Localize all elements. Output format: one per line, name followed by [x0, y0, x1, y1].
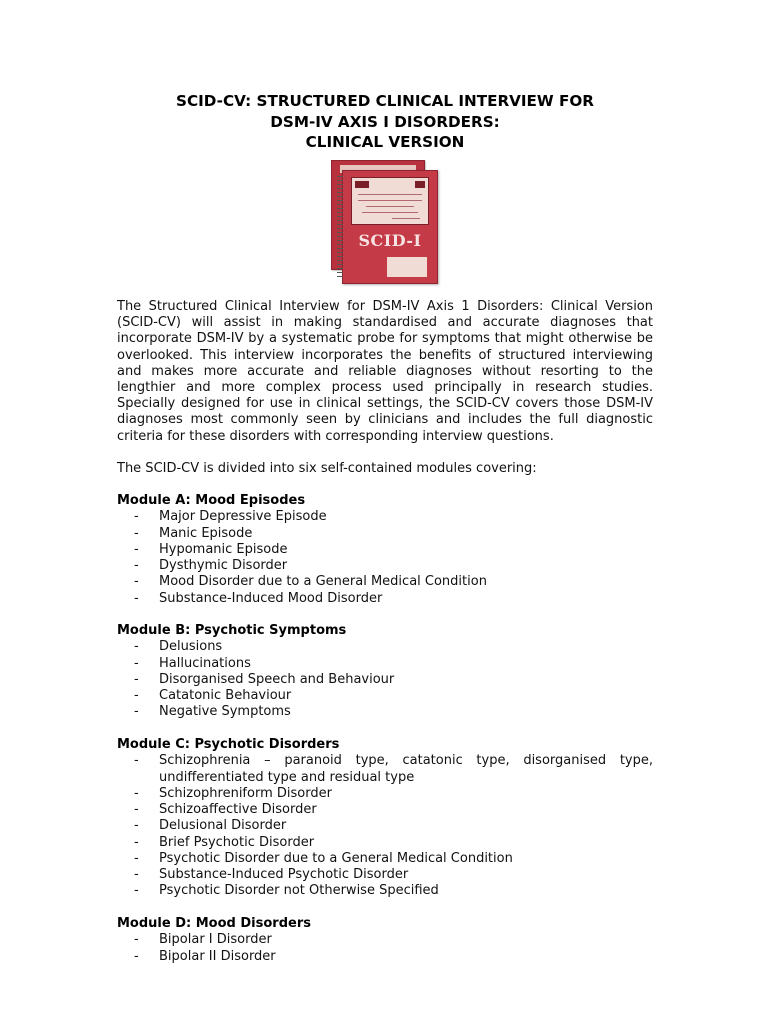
list-item [117, 818, 653, 834]
list-item [117, 949, 653, 965]
modules-intro-sentence: The SCID-CV is divided into six self-contained modules covering: [117, 461, 537, 476]
list-item [117, 639, 653, 655]
list-item [117, 851, 653, 867]
bullet-dash: - [134, 671, 139, 687]
list-item-text: Delusions [159, 639, 223, 655]
document-title [0, 91, 770, 153]
bullet-dash: - [134, 850, 139, 866]
bullet-dash: - [134, 655, 139, 671]
module-d [117, 916, 653, 965]
list-item-text: Bipolar II Disorder [159, 948, 276, 964]
intro-line: (SCID-CV) will assist in making standardised and accurate diagnoses that [117, 315, 653, 331]
list-item [117, 558, 653, 574]
intro-line: The Structured Clinical Interview for DSM-IV Axis 1 Disorders: Clinical Version [117, 299, 653, 314]
list-item [117, 883, 653, 899]
list-item-text: Substance-Induced Psychotic Disorder [159, 867, 409, 882]
list-item-text: Brief Psychotic Disorder [159, 834, 315, 850]
module-b [117, 623, 653, 721]
module-heading: Module C: Psychotic Disorders [117, 737, 340, 752]
list-item [117, 753, 653, 769]
book-cover-image [331, 160, 437, 284]
list-item [117, 688, 653, 704]
bullet-dash: - [134, 867, 139, 882]
bullet-dash: - [134, 590, 139, 606]
list-item-continuation [117, 770, 653, 786]
list-item-text: Mood Disorder due to a General Medical Condition [159, 574, 487, 590]
list-item-text: Bipolar I Disorder [159, 932, 272, 948]
list-item [117, 542, 653, 558]
bullet-dash: - [134, 688, 139, 703]
bullet-dash: - [134, 785, 139, 801]
list-item-text: Catatonic Behaviour [159, 688, 292, 703]
title-line-2: DSM-IV AXIS I DISORDERS: [270, 112, 500, 131]
bullet-dash: - [134, 948, 139, 964]
title-line-3: CLINICAL VERSION [305, 133, 465, 151]
bullet-dash: - [134, 818, 139, 834]
intro-line: incorporate DSM-IV by a systematic probe for symptoms that might otherwise be [117, 331, 653, 347]
list-item-text: Negative Symptoms [159, 704, 291, 720]
list-item-text: undifferentiated type and residual type [159, 769, 415, 785]
bullet-dash: - [134, 834, 139, 850]
module-a [117, 493, 653, 607]
list-item-text: Major Depressive Episode [159, 509, 327, 525]
list-item-text: Schizophrenia – paranoid type, catatonic type, disorganised type, [159, 753, 653, 769]
intro-line: diagnoses most commonly seen by clinicians and includes the full diagnostic [117, 412, 653, 428]
intro-line: and makes more accurate and reliable diagnoses without resorting to the [117, 363, 653, 379]
bullet-dash: - [134, 883, 139, 899]
list-item [117, 835, 653, 851]
title-line-1: SCID-CV: STRUCTURED CLINICAL INTERVIEW FOR [176, 92, 594, 110]
list-item-text: Disorganised Speech and Behaviour [159, 671, 395, 687]
list-item [117, 574, 653, 590]
list-item-text: Delusional Disorder [159, 818, 287, 834]
module-heading: Module A: Mood Episodes [117, 493, 306, 508]
list-item-text: Substance-Induced Mood Disorder [159, 590, 383, 606]
intro-line: overlooked. This interview incorporates the benefits of structured interviewing [117, 347, 653, 363]
list-item [117, 932, 653, 948]
bullet-dash: - [134, 704, 139, 720]
module-heading: Module B: Psychotic Symptoms [117, 623, 347, 638]
bullet-dash: - [134, 932, 139, 948]
list-item-text: Hypomanic Episode [159, 541, 288, 557]
bullet-dash: - [134, 574, 139, 590]
bullet-dash: - [134, 558, 139, 573]
list-item-text: Psychotic Disorder not Otherwise Specified [159, 883, 439, 899]
spiral-binding [337, 176, 343, 280]
list-item-text: Schizoaffective Disorder [159, 802, 317, 817]
list-item [117, 704, 653, 720]
book-cover-front [342, 170, 438, 284]
list-item-text: Hallucinations [159, 655, 251, 671]
bullet-dash: - [134, 753, 139, 769]
list-item [117, 786, 653, 802]
bullet-dash: - [134, 509, 139, 525]
list-item [117, 509, 653, 525]
list-item-text: Psychotic Disorder due to a General Medical Condition [159, 850, 513, 866]
list-item [117, 526, 653, 542]
module-c [117, 737, 653, 900]
list-item [117, 656, 653, 672]
list-item [117, 591, 653, 607]
intro-paragraph [117, 299, 653, 445]
list-item-text: Manic Episode [159, 525, 253, 541]
bullet-dash: - [134, 525, 139, 541]
intro-line: Specially designed for use in clinical settings, the SCID-CV covers those DSM-IV [117, 396, 653, 412]
list-item [117, 802, 653, 818]
bullet-dash: - [134, 802, 139, 817]
list-item [117, 867, 653, 883]
bullet-dash: - [134, 639, 139, 655]
intro-line: criteria for these disorders with corresponding interview questions. [117, 428, 554, 444]
book-cover-logo: SCID-I [358, 231, 422, 250]
list-item [117, 672, 653, 688]
list-item-text: Dysthymic Disorder [159, 558, 288, 573]
list-item-text: Schizophreniform Disorder [159, 785, 332, 801]
module-heading: Module D: Mood Disorders [117, 916, 311, 931]
bullet-dash: - [134, 541, 139, 557]
intro-line: lengthier and more complex process used principally in research studies. [117, 380, 653, 396]
